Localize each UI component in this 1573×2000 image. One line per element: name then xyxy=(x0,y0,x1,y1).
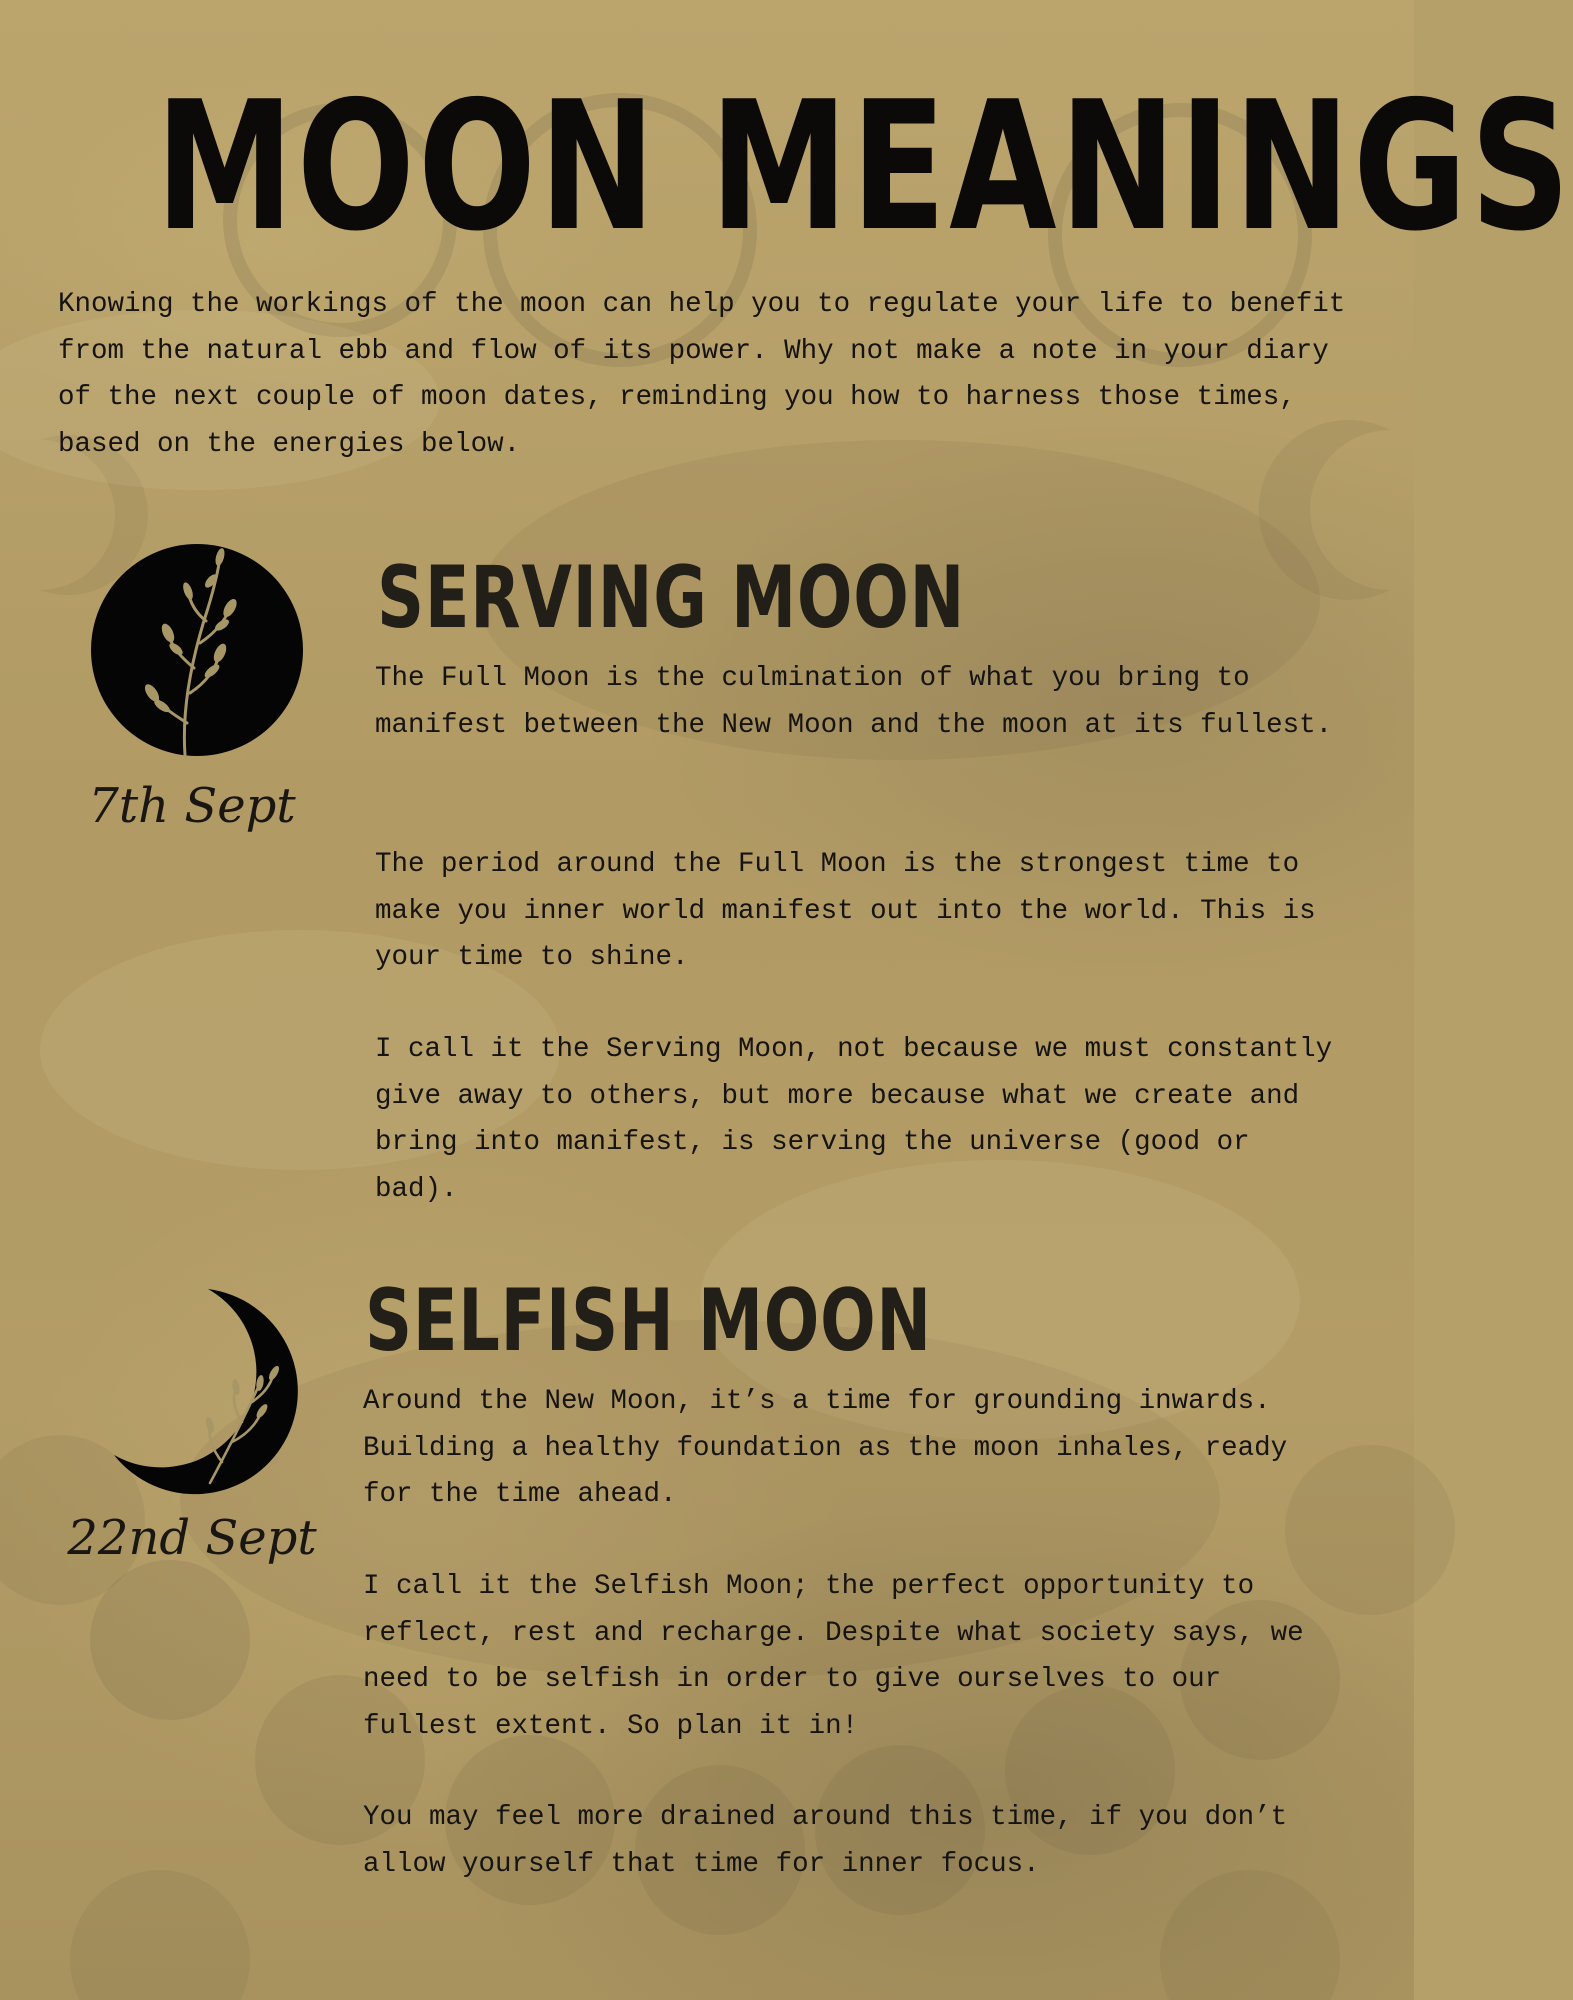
selfish-moon-paragraph-1: Around the New Moon, it’s a time for grounding inwards. Building a healthy foundation as the moon inhales, ready for the time ahead. xyxy=(363,1386,1288,1510)
serving-moon-date: 7th Sept xyxy=(88,778,296,834)
serving-moon-heading: SERVING MOON xyxy=(377,548,966,648)
serving-moon-paragraph-1: The Full Moon is the culmination of what you bring to manifest between the New Moon and the moon at its fullest. xyxy=(375,663,1333,741)
crescent-moon-icon xyxy=(112,1287,298,1495)
page-title: MOON MEANINGS xyxy=(155,63,1573,270)
selfish-moon-date: 22nd Sept xyxy=(67,1510,317,1566)
intro-text: Knowing the workings of the moon can help you to regulate your life to benefit from the natural ebb and flow of its power. Why not make a note in your diary of the next couple of moon dates, reminding you how to harness those times, based on the energies below. xyxy=(58,289,1346,460)
selfish-moon-heading: SELFISH MOON xyxy=(365,1271,932,1371)
serving-moon-paragraph-3: I call it the Serving Moon, not because we must constantly give away to others, but more because what we create and bring into manifest, is serving the universe (good or bad). xyxy=(375,1034,1333,1205)
selfish-moon-paragraph-2: I call it the Selfish Moon; the perfect opportunity to reflect, rest and recharge. Despite what society says, we need to be selfish in order to give ourselves to our fullest extent. So plan it in! xyxy=(363,1571,1304,1742)
full-moon-icon xyxy=(90,543,304,757)
serving-moon-paragraph-2: The period around the Full Moon is the strongest time to make you inner world manifest out into the world. This is your time to shine. xyxy=(375,849,1316,973)
selfish-moon-paragraph-3: You may feel more drained around this time, if you don’t allow yourself that time for inner focus. xyxy=(363,1802,1288,1880)
